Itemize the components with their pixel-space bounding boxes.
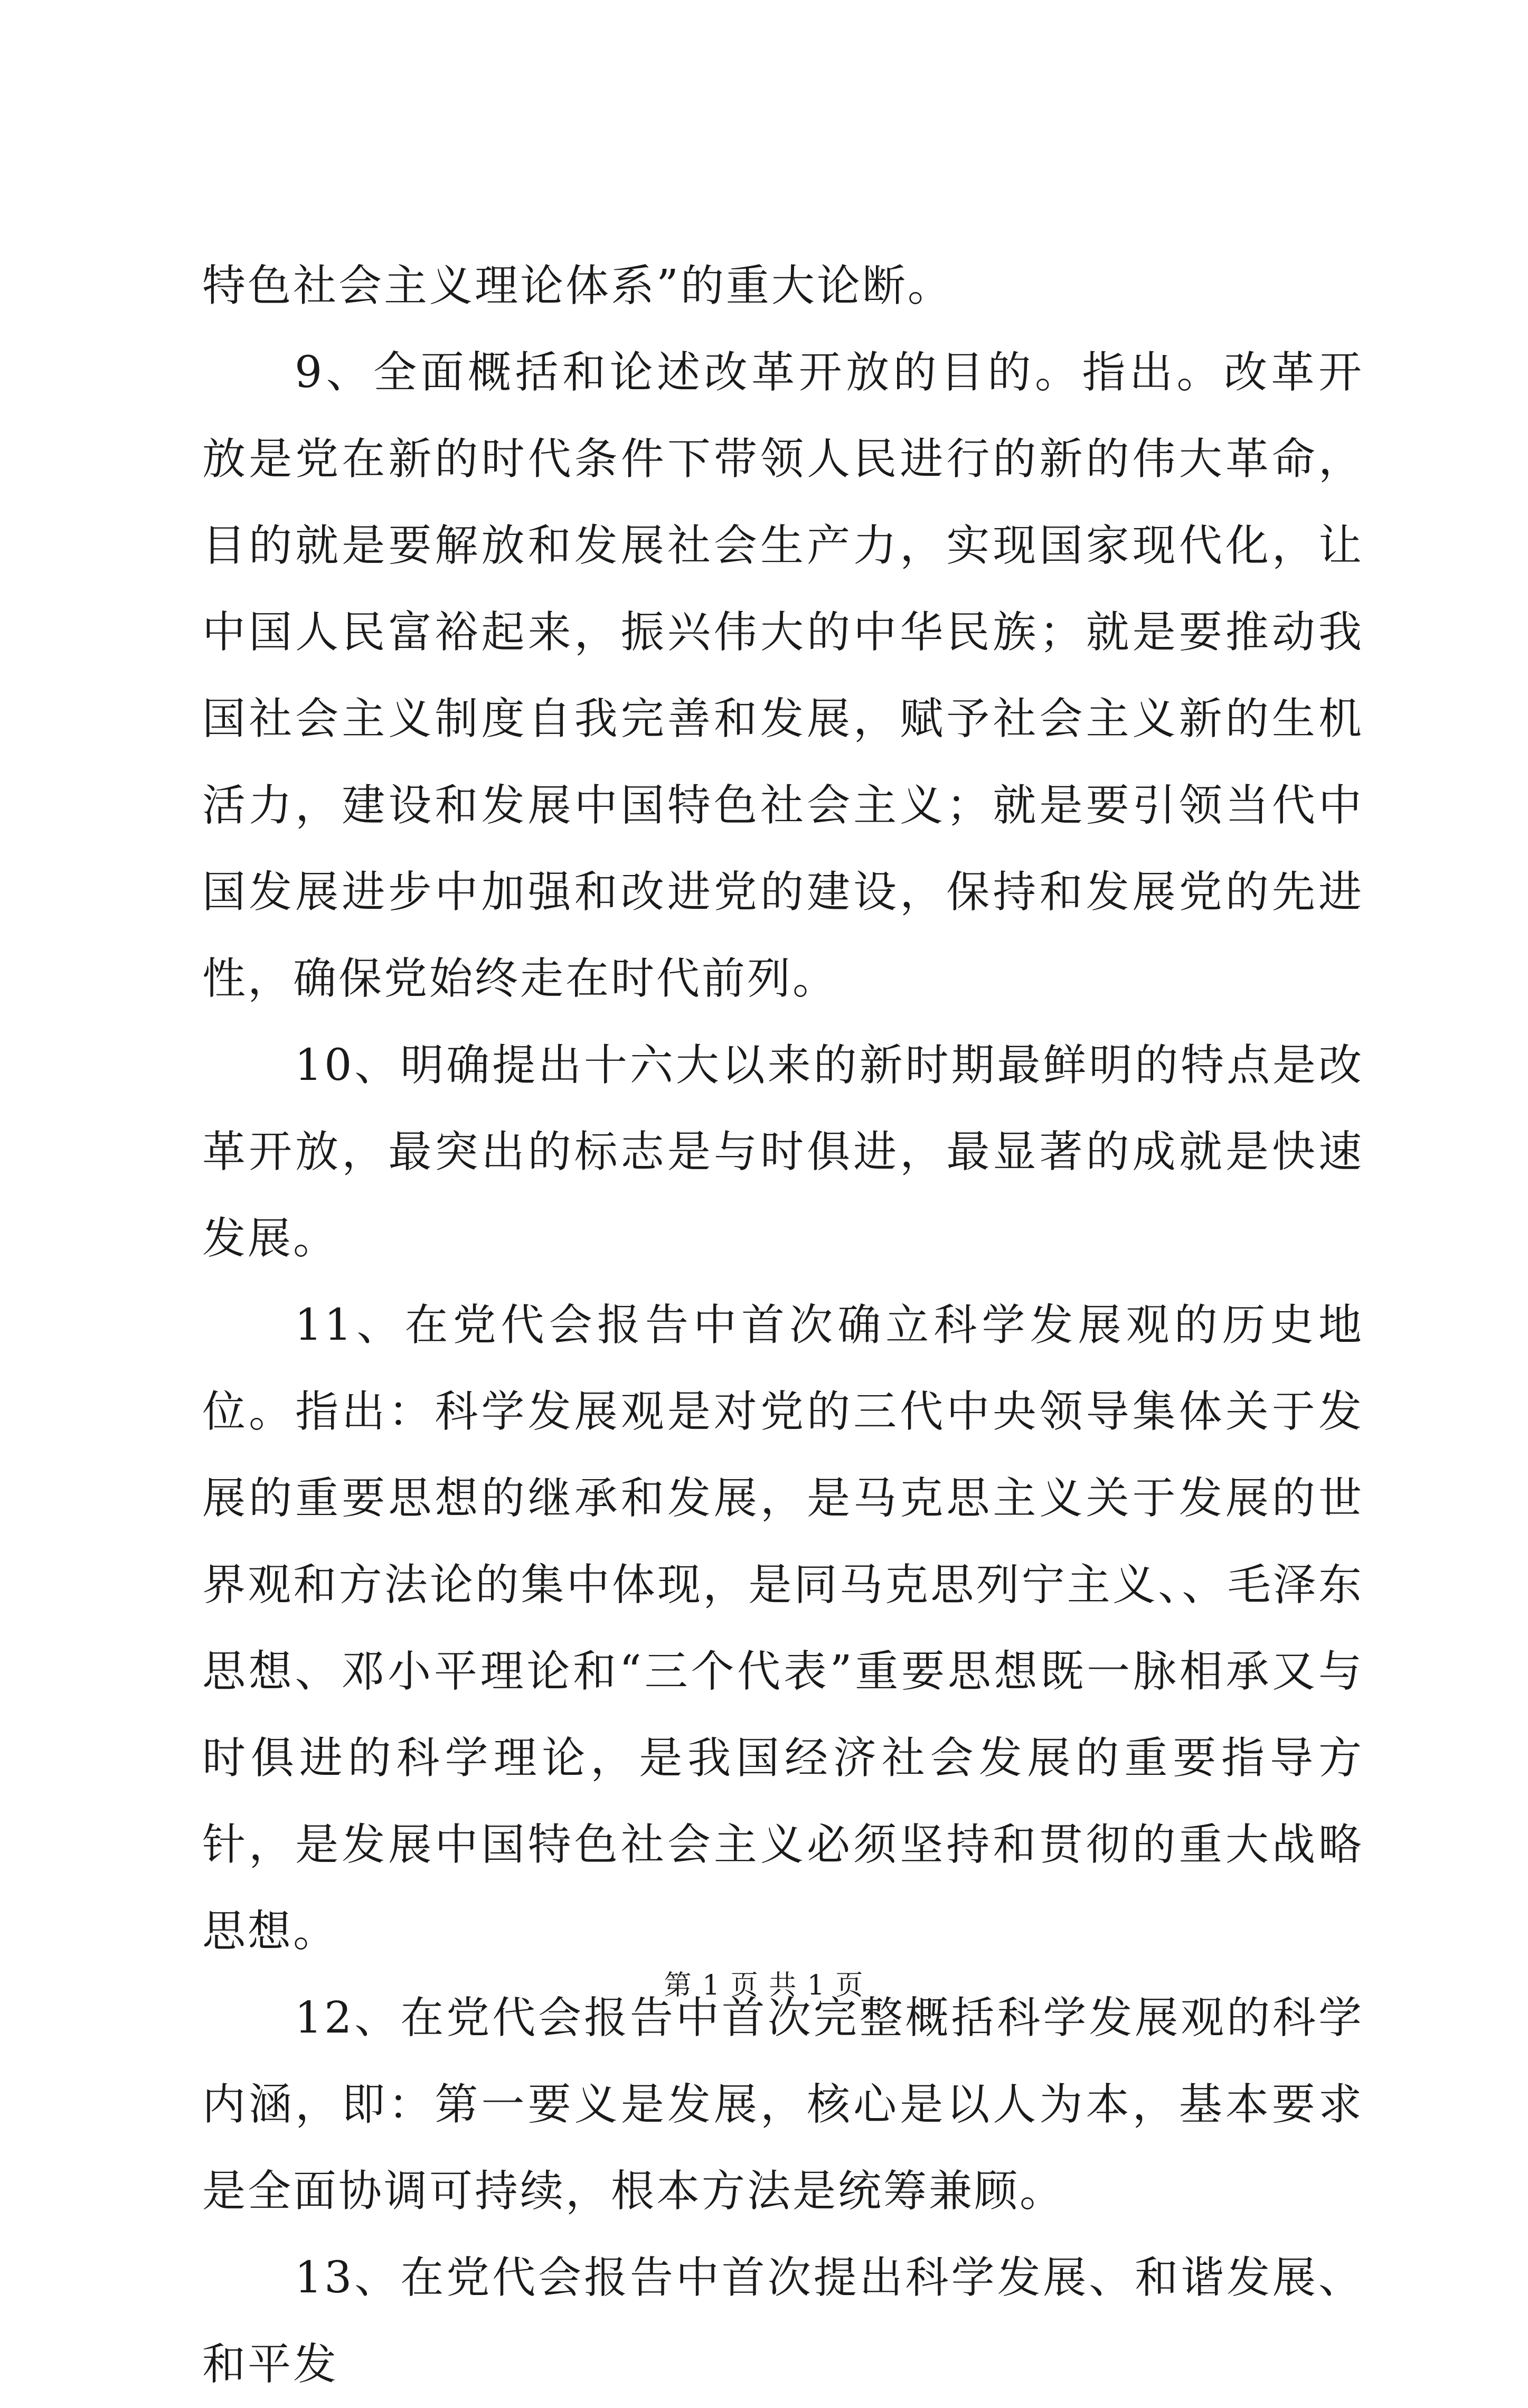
- document-body: [202, 243, 1364, 2408]
- page-number-label: 第 1 页 共 1 页: [664, 1970, 864, 2001]
- page-footer: [0, 1967, 1528, 2004]
- paragraph: 特色社会主义理论体系”的重大论断。: [202, 261, 953, 311]
- paragraph: 9、全面概括和论述改革开放的目的。指出。改革开放是党在新的时代条件下带领人民进行的新的伟大革命，目的就是要解放和发展社会生产力，实现国家现代化，让中国人民富裕起来，振兴伟大的中华民族；就是要推动我国社会主义制度自我完善和发展，赋予社会主义新的生机活力，建设和发展中国特色社会主义；就是要引领当代中国发展进步中加强和改进党的建设，保持和发展党的先进性，确保党始终走在时代前列。: [202, 347, 1364, 1004]
- paragraph: 11、在党代会报告中首次确立科学发展观的历史地位。指出：科学发展观是对党的三代中央领导集体关于发展的重要思想的继承和发展，是马克思主义关于发展的世界观和方法论的集中体现，是同马克思列宁主义、、毛泽东思想、邓小平理论和“三个代表”重要思想既一脉相承又与时俱进的科学理论，是我国经济社会发展的重要指导方针，是发展中国特色社会主义必须坚持和贯彻的重大战略思想。: [202, 1300, 1364, 1956]
- paragraph: 10、明确提出十六大以来的新时期最鲜明的特点是改革开放，最突出的标志是与时俱进，最显著的成就是快速发展。: [202, 1040, 1364, 1264]
- paragraph: 12、在党代会报告中首次完整概括科学发展观的科学内涵，即：第一要义是发展，核心是以人为本，基本要求是全面协调可持续，根本方法是统筹兼顾。: [202, 1993, 1364, 2216]
- paragraph: 13、在党代会报告中首次提出科学发展、和谐发展、和平发: [202, 2253, 1364, 2390]
